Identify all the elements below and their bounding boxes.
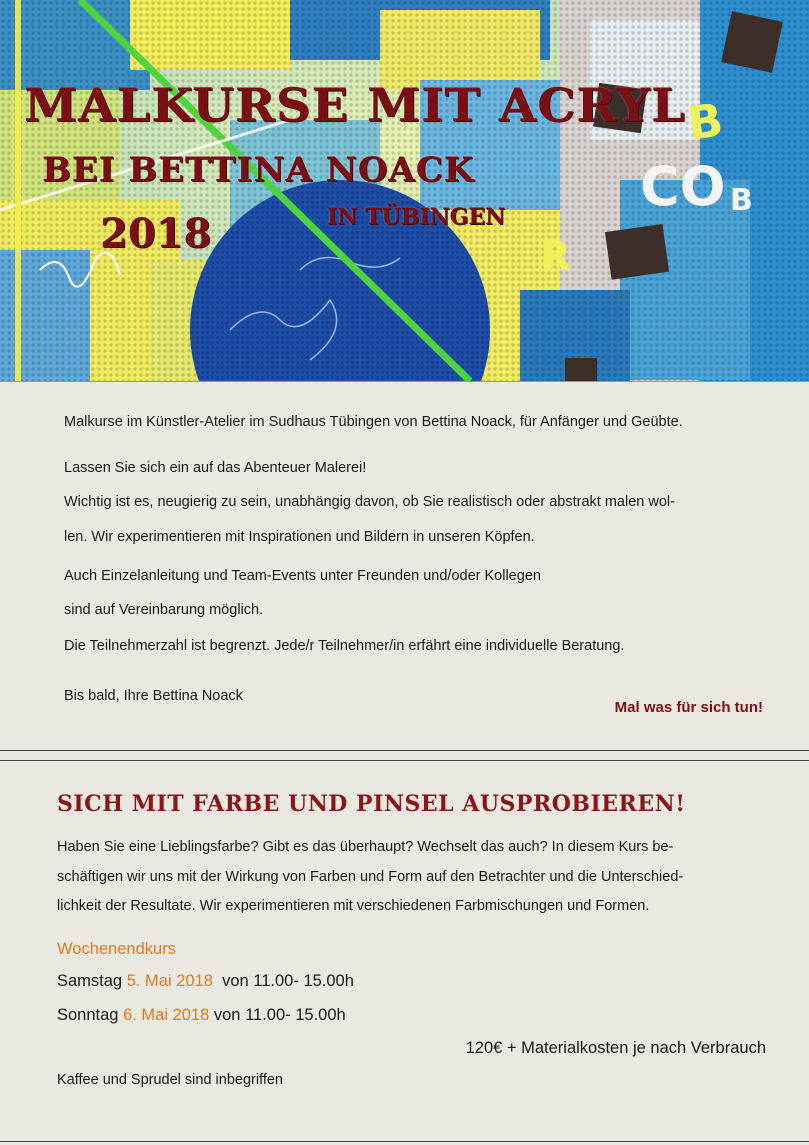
course-desc-2: schäftigen wir uns mit der Wirkung von Farben und Form auf den Betrachter und die Unterschied- xyxy=(57,869,684,885)
svg-text:R: R xyxy=(540,234,571,280)
page-title: MALKURSE MIT ACRYL xyxy=(24,79,686,133)
course-desc-3: lichkeit der Resultate. Wir experimentieren mit verschiedenen Farbmischungen und Formen. xyxy=(57,898,650,914)
intro-line-5: Auch Einzelanleitung und Team-Events unter Freunden und/oder Kollegen xyxy=(64,568,541,584)
slogan: Mal was für sich tun! xyxy=(614,699,763,716)
course-heading: SICH MIT FARBE UND PINSEL AUSPROBIEREN! xyxy=(57,791,686,817)
intro-line-4: len. Wir experimentieren mit Inspirationen und Bildern in unseren Köpfen. xyxy=(64,529,535,545)
intro-line-6: sind auf Vereinbarung möglich. xyxy=(64,602,264,618)
abstract-painting-image xyxy=(0,0,809,381)
day-1-date: 5. Mai 2018 xyxy=(126,972,213,990)
header-painting xyxy=(0,0,809,381)
day-1-label: Samstag xyxy=(57,972,127,990)
svg-text:CO: CO xyxy=(640,155,726,218)
course-panel xyxy=(0,760,809,1142)
intro-line-3: Wichtig ist es, neugierig zu sein, unabhängig davon, ob Sie realistisch oder abstrakt malen wol- xyxy=(64,494,675,510)
included-note: Kaffee und Sprudel sind inbegriffen xyxy=(57,1072,283,1088)
intro-panel xyxy=(0,381,809,751)
day-2-time: von 11.00- 15.00h xyxy=(209,1006,346,1024)
price-info: 120€ + Materialkosten je nach Verbrauch xyxy=(465,1039,766,1057)
svg-text:B: B xyxy=(730,183,753,218)
intro-line-1: Malkurse im Künstler-Atelier im Sudhaus Tübingen von Bettina Noack, für Anfänger und Geübte. xyxy=(64,414,683,430)
year-label: 2018 xyxy=(100,210,212,257)
intro-line-2: Lassen Sie sich ein auf das Abenteuer Malerei! xyxy=(64,460,367,476)
schedule-day-1 xyxy=(57,972,354,991)
day-1-time: von 11.00- 15.00h xyxy=(212,972,354,990)
city-label: IN TÜBINGEN xyxy=(327,204,506,230)
intro-line-7: Die Teilnehmerzahl ist begrenzt. Jede/r Teilnehmer/in erfährt eine individuelle Beratung. xyxy=(64,638,625,654)
schedule-day-2 xyxy=(57,1006,346,1025)
day-2-label: Sonntag xyxy=(57,1006,124,1024)
course-type: Wochenendkurs xyxy=(57,940,176,958)
svg-text:B: B xyxy=(684,92,727,151)
page-subtitle: BEI BETTINA NOACK xyxy=(42,150,475,190)
signoff: Bis bald, Ihre Bettina Noack xyxy=(64,688,243,704)
day-2-date: 6. Mai 2018 xyxy=(123,1006,210,1024)
course-desc-1: Haben Sie eine Lieblingsfarbe? Gibt es das überhaupt? Wechselt das auch? In diesem Kurs be- xyxy=(57,839,674,855)
